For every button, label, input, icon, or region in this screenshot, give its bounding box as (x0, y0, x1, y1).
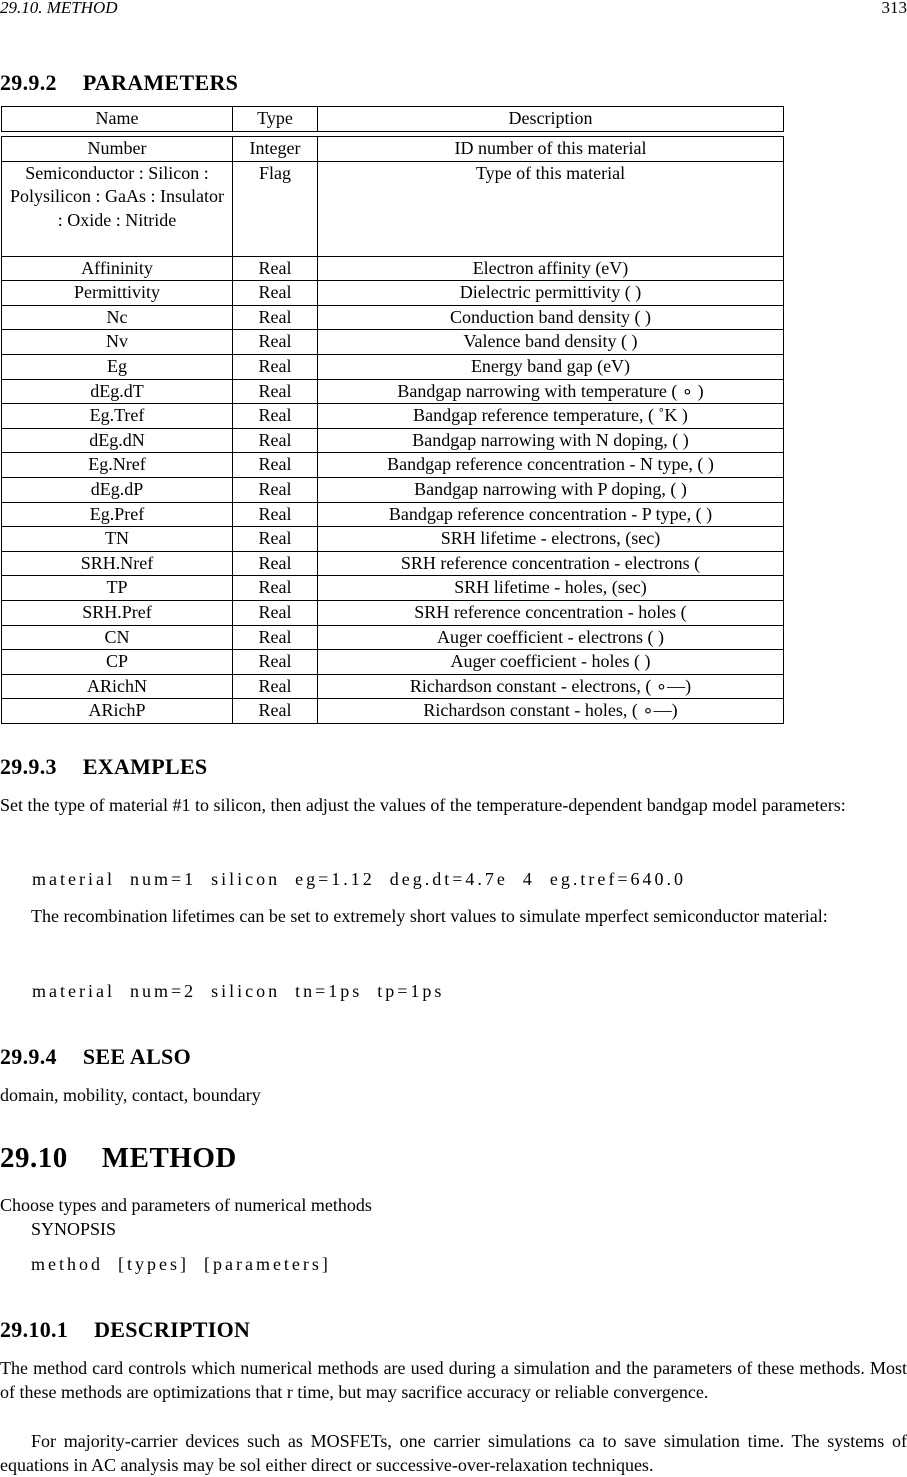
section-number: 29.9.4 (0, 1044, 57, 1070)
section-number: 29.10.1 (0, 1317, 68, 1343)
table-row (2, 281, 784, 306)
cell-type: Real (233, 453, 318, 478)
cell-name: TN (2, 527, 233, 552)
cell-type: Real (233, 674, 318, 699)
cell-description: Bandgap narrowing with P doping, ( ) (318, 477, 784, 502)
cell-name: ARichP (2, 699, 233, 724)
cell-name: Eg.Pref (2, 502, 233, 527)
table-row (2, 428, 784, 453)
section-number: 29.10 (0, 1142, 68, 1175)
cell-description: Bandgap narrowing with N doping, ( ) (318, 428, 784, 453)
section-heading-parameters (0, 70, 238, 96)
table-row (2, 404, 784, 429)
section-heading-examples (0, 754, 207, 780)
table-row (2, 453, 784, 478)
cell-type: Real (233, 551, 318, 576)
cell-description: Richardson constant - holes, ( ∘—) (318, 699, 784, 724)
see-also-text: domain, mobility, contact, boundary (0, 1083, 907, 1107)
code-example-2: material num=2 silicon tn=1ps tp=1ps (32, 981, 444, 1002)
section-heading-description (0, 1317, 250, 1343)
cell-type: Real (233, 404, 318, 429)
section-number: 29.9.2 (0, 70, 57, 96)
table-row (2, 527, 784, 552)
section-title: SEE ALSO (83, 1044, 191, 1069)
table-row (2, 576, 784, 601)
cell-name: ARichN (2, 674, 233, 699)
section-title: PARAMETERS (83, 70, 238, 95)
cell-description: SRH lifetime - holes, (sec) (318, 576, 784, 601)
table-row (2, 161, 784, 256)
cell-name: dEg.dN (2, 428, 233, 453)
cell-description: ID number of this material (318, 137, 784, 162)
running-header (0, 0, 907, 20)
table-row (2, 379, 784, 404)
cell-type: Real (233, 305, 318, 330)
cell-type: Real (233, 699, 318, 724)
cell-type: Real (233, 576, 318, 601)
cell-description: SRH lifetime - electrons, (sec) (318, 527, 784, 552)
table-header-row (2, 107, 784, 132)
cell-description: Bandgap reference concentration - N type, ( ) (318, 453, 784, 478)
table-row (2, 600, 784, 625)
section-title: METHOD (102, 1142, 237, 1174)
cell-name: Affininity (2, 256, 233, 281)
table-row (2, 256, 784, 281)
column-header-description: Description (318, 107, 784, 132)
section-title: EXAMPLES (83, 754, 208, 779)
cell-description: Conduction band density ( ) (318, 305, 784, 330)
column-header-name: Name (2, 107, 233, 132)
chapter-heading-method (0, 1142, 237, 1175)
column-header-type: Type (233, 107, 318, 132)
cell-type: Real (233, 281, 318, 306)
cell-description: Dielectric permittivity ( ) (318, 281, 784, 306)
table-row (2, 625, 784, 650)
cell-name: SRH.Pref (2, 600, 233, 625)
cell-name: TP (2, 576, 233, 601)
table-row (2, 330, 784, 355)
synopsis-code: method [types] [parameters] (31, 1254, 331, 1275)
cell-name: Eg.Tref (2, 404, 233, 429)
running-title: 29.10. METHOD (0, 0, 118, 18)
cell-name: Number (2, 137, 233, 162)
cell-type: Real (233, 625, 318, 650)
cell-name: CN (2, 625, 233, 650)
examples-mid-text: The recombination lifetimes can be set to extremely short values to simulate mperfect semiconductor material: (0, 904, 907, 928)
parameters-table (1, 106, 784, 724)
cell-description: Richardson constant - electrons, ( ∘—) (318, 674, 784, 699)
section-heading-see-also (0, 1044, 191, 1070)
table-row (2, 137, 784, 162)
table-body (2, 137, 784, 724)
cell-type: Real (233, 379, 318, 404)
section-title: DESCRIPTION (94, 1317, 250, 1342)
table-row (2, 699, 784, 724)
page-number: 313 (882, 0, 907, 18)
cell-name: Eg.Nref (2, 453, 233, 478)
cell-name: dEg.dP (2, 477, 233, 502)
cell-type: Real (233, 527, 318, 552)
cell-description: Bandgap narrowing with temperature ( ∘ ) (318, 379, 784, 404)
cell-name: Permittivity (2, 281, 233, 306)
cell-description: Valence band density ( ) (318, 330, 784, 355)
cell-name: dEg.dT (2, 379, 233, 404)
cell-description: Type of this material (318, 161, 784, 256)
table-row (2, 477, 784, 502)
cell-type: Real (233, 477, 318, 502)
cell-description: Energy band gap (eV) (318, 354, 784, 379)
cell-description: Bandgap reference temperature, ( ˚K ) (318, 404, 784, 429)
cell-name: Eg (2, 354, 233, 379)
cell-type: Real (233, 650, 318, 675)
cell-name: Nc (2, 305, 233, 330)
method-summary: Choose types and parameters of numerical methods (0, 1193, 907, 1217)
table-row (2, 305, 784, 330)
table-row (2, 551, 784, 576)
cell-type: Real (233, 256, 318, 281)
table-row (2, 502, 784, 527)
section-number: 29.9.3 (0, 754, 57, 780)
cell-description: Electron affinity (eV) (318, 256, 784, 281)
cell-type: Real (233, 354, 318, 379)
description-paragraph-1: The method card controls which numerical methods are used during a simulation and the parameters of these methods. Most of these methods are optimizations that r time, but may sacrifice accuracy or reliable convergence. (0, 1356, 907, 1404)
cell-name: SRH.Nref (2, 551, 233, 576)
cell-description: Auger coefficient - holes ( ) (318, 650, 784, 675)
cell-type: Real (233, 428, 318, 453)
cell-name: Semiconductor : Silicon : Polysilicon : GaAs : Insulator : Oxide : Nitride (2, 161, 233, 256)
cell-type: Real (233, 502, 318, 527)
cell-description: SRH reference concentration - holes ( (318, 600, 784, 625)
cell-type: Integer (233, 137, 318, 162)
cell-description: SRH reference concentration - electrons ( (318, 551, 784, 576)
description-paragraph-2: For majority-carrier devices such as MOSFETs, one carrier simulations ca to save simulation time. The systems of equations in AC analysis may be sol either direct or successive-over-relaxation techniques. (0, 1429, 907, 1477)
table-row (2, 354, 784, 379)
table-row (2, 674, 784, 699)
examples-intro: Set the type of material #1 to silicon, then adjust the values of the temperature-dependent bandgap model parameters: (0, 793, 907, 817)
cell-name: CP (2, 650, 233, 675)
cell-description: Auger coefficient - electrons ( ) (318, 625, 784, 650)
cell-name: Nv (2, 330, 233, 355)
code-example-1: material num=1 silicon eg=1.12 deg.dt=4.7e 4 eg.tref=640.0 (32, 869, 686, 890)
cell-type: Real (233, 600, 318, 625)
cell-type: Real (233, 330, 318, 355)
cell-description: Bandgap reference concentration - P type, ( ) (318, 502, 784, 527)
table-row (2, 650, 784, 675)
cell-type: Flag (233, 161, 318, 256)
synopsis-label: SYNOPSIS (0, 1217, 907, 1241)
